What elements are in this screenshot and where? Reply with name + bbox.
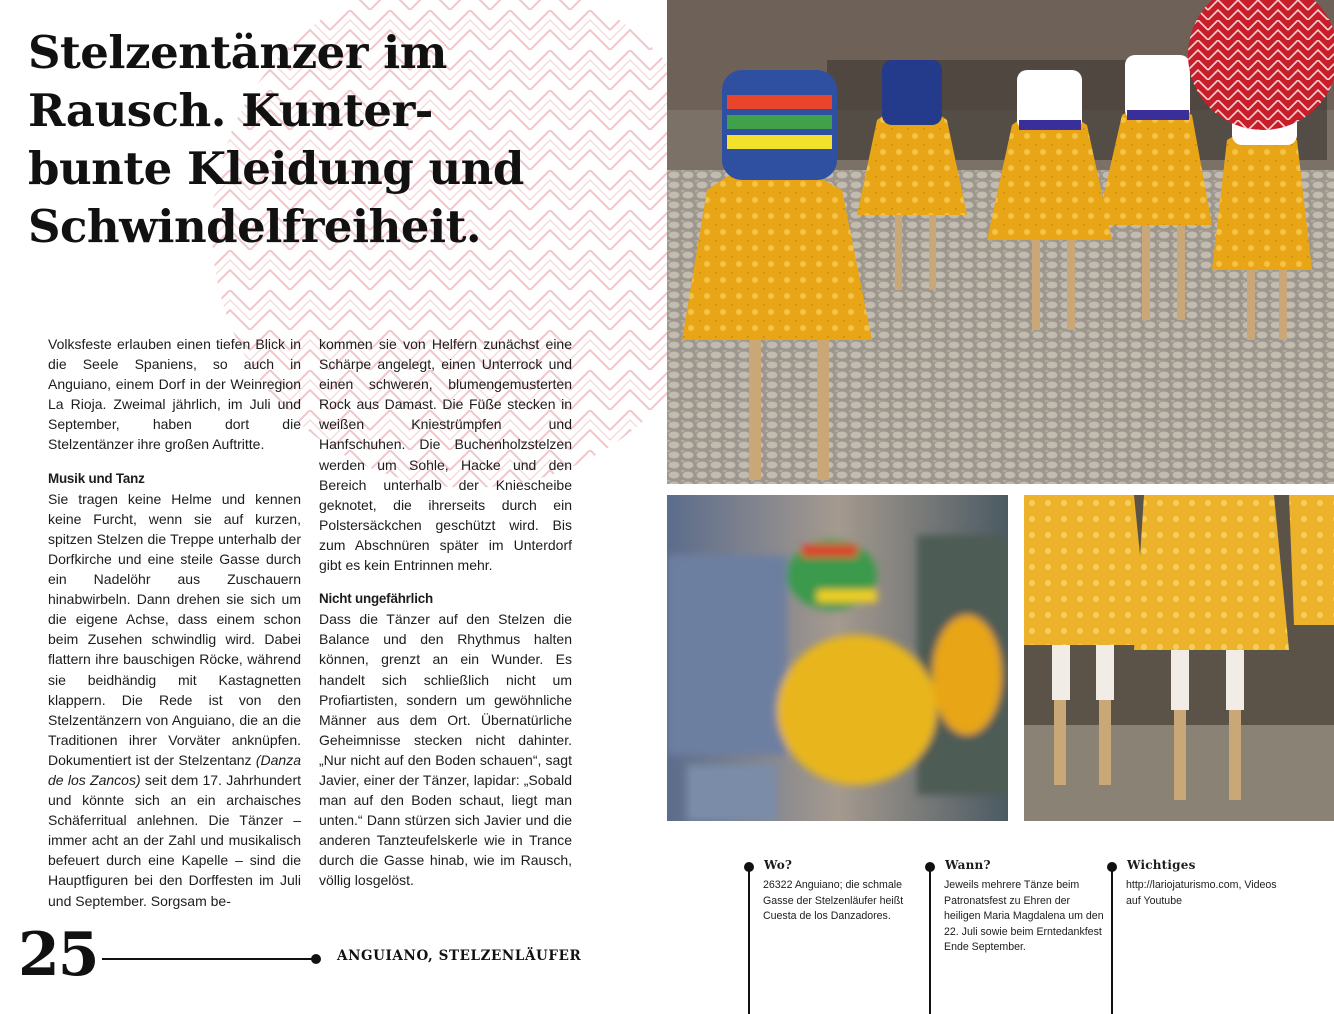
info-dot [744, 862, 754, 872]
headline-line: Schwindelfreiheit. [28, 200, 482, 253]
headline-line: Rausch. Kunter- [28, 84, 433, 137]
footer-dot [311, 954, 321, 964]
paragraph-text: Sie tragen keine Helme und kennen keine Furcht, wenn sie auf kurzen, spitzen Stelzen die Treppe unterhalb der Dorfkirche und eine steile Gasse durch ein Nadelöhr aus Zuschauern hinabwirbeln. Dann drehen sie sich um die eigene Achse, dass einem schon beim Zusehen schwindlig wird. Dabei flattern ihre bauschigen Röcke, während sie beidhändig mit Kastagnetten klappern. Die Rede ist von den Stelzentänzern von Anguiano, die an die Traditionen ihrer Vorväter anknüpfen. Dokumentiert ist der Stelzentanz [48, 490, 301, 768]
info-divider [929, 864, 931, 1014]
info-divider [748, 864, 750, 1014]
info-text: Jeweils mehrere Tänze beim Patronatsfest zu Ehren der heiligen Maria Magdalena um den 22. Juli sowie beim Erntedankfest Ende September. [944, 879, 1104, 953]
intro-paragraph: Volksfeste erlauben einen tiefen Blick in die Seele Spaniens, so auch in Anguiano, einem Dorf in der Weinregion La Rioja. Zweimal jährlich, im Juli und September, haben dort die Stelzentänzer ihre großen Auftritte. [48, 336, 301, 453]
photo-dancers-legs [1024, 495, 1334, 821]
info-divider [1111, 864, 1113, 1014]
info-title: Wichtiges [1127, 858, 1196, 872]
body-paragraph: Dass die Tänzer auf den Stelzen die Balance und den Rhythmus halten können, grenzt an ein Wunder. Es handelt sich schließlich nicht um Profiartisten, sondern um gewöhnliche Männer aus dem Ort. Übernatürliche Geheimnisse stecken nicht dahinter. „Nur nicht auf den Boden schauen“, sagt Javier, einer der Tänzer, lapidar: „Sobald man auf den Boden schaut, liegt man unten.“ Dann stürzen sich Javier und die anderen Tanzteufelskerle wie in Trance durch die Gasse hinab, wie im Rausch, völlig losgelöst. [319, 611, 572, 889]
info-title: Wo? [764, 858, 793, 872]
headline-line: bunte Kleidung und [28, 142, 524, 195]
section-label: ANGUIANO, STELZENLÄUFER [337, 948, 582, 964]
body-column-right [319, 334, 572, 891]
info-title: Wann? [945, 858, 991, 872]
body-paragraph: kommen sie von Helfern zunächst eine Schärpe angelegt, einen Unterrock und einen schweren, blumengemusterten Rock aus Damast. Die Füße stecken in weißen Kniestrümpfen und Hanfschuhen. Die Buchenholzstelzen werden um Sohle, Hacke und den Bereich unterhalb der Kniescheibe geknotet, die ihrerseits durch ein Polstersäckchen geschützt wird. Bis zum Abschnüren später im Unterdorf gibt es kein Entrinnen mehr. [319, 336, 572, 574]
page-number: 25 [18, 920, 98, 990]
photo-spinning-dancer [667, 495, 1008, 821]
subheading-musik-und-tanz: Musik und Tanz [48, 470, 145, 486]
footer-divider [102, 958, 314, 960]
body-column-left [48, 334, 301, 911]
paragraph-text: seit dem 17. Jahrhundert und könnte sich an ein archaisches Schäferritual anlehnen. Die Tänzer – immer acht an der Zahl und musikalisch befeuert durch eine Kapelle – sind die Hauptfiguren bei den Dorffesten im Juli und September. Sorgsam be- [48, 771, 301, 909]
info-dot [1107, 862, 1117, 872]
body-paragraph [48, 489, 301, 911]
headline [28, 24, 588, 256]
info-dot [925, 862, 935, 872]
subheading-nicht-ungefaehrlich: Nicht ungefährlich [319, 591, 433, 607]
info-link[interactable]: http://lariojaturismo.com, Videos auf Youtube [1126, 879, 1277, 907]
italic-term: (Danza de los Zancos) [48, 751, 301, 788]
headline-line: Stelzentänzer im [28, 26, 447, 79]
info-text: 26322 Anguiano; die schmale Gasse der Stelzenläufer heißt Cuesta de los Danzadores. [763, 879, 904, 922]
